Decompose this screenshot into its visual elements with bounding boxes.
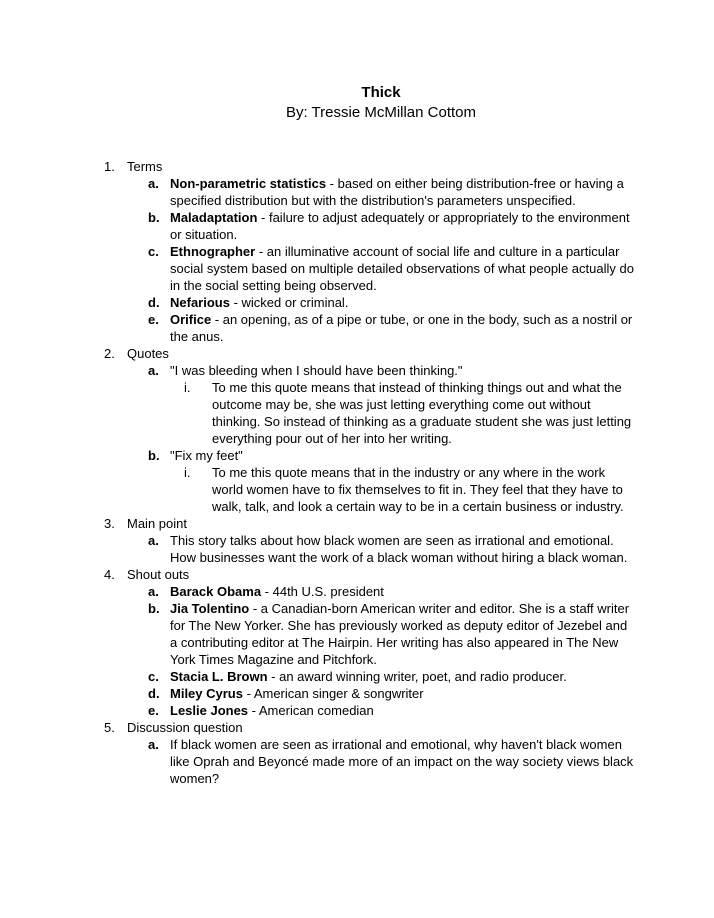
list-item xyxy=(0,362,714,379)
list-subitem xyxy=(0,379,714,447)
section-heading: Main point xyxy=(127,516,187,531)
person-name: Miley Cyrus xyxy=(170,686,243,701)
list-item xyxy=(0,447,714,464)
term-name: Non-parametric statistics xyxy=(170,176,327,191)
section-terms xyxy=(0,158,714,175)
section-heading: Quotes xyxy=(127,346,169,361)
term-definition: - an opening, as of a pipe or tube, or one in the body, such as a nostril or the anus. xyxy=(170,312,633,344)
term-definition: - an illuminative account of social life and culture in a particular social system based on multiple detailed observations of what people actually do in the social setting being observed. xyxy=(170,244,634,293)
item-letter: e. xyxy=(148,312,159,327)
item-letter: a. xyxy=(148,176,159,191)
section-number: 5. xyxy=(104,720,115,735)
section-quotes xyxy=(0,345,714,362)
item-letter: a. xyxy=(148,737,159,752)
person-name: Barack Obama xyxy=(170,584,262,599)
list-item xyxy=(0,685,714,702)
term-definition: - failure to adjust adequately or appropriately to the environment or situation. xyxy=(170,210,630,242)
term-name: Maladaptation xyxy=(170,210,258,225)
item-letter: a. xyxy=(148,584,159,599)
term-definition: - wicked or criminal. xyxy=(229,295,349,310)
item-letter: a. xyxy=(148,363,159,378)
section-main-point xyxy=(0,515,714,532)
outline-list xyxy=(0,158,714,787)
item-letter: c. xyxy=(148,669,159,684)
section-number: 3. xyxy=(104,516,115,531)
list-item xyxy=(0,736,714,787)
item-letter: e. xyxy=(148,703,159,718)
item-letter: b. xyxy=(148,210,160,225)
list-item xyxy=(0,600,714,668)
person-description: - 44th U.S. president xyxy=(261,584,384,599)
section-heading: Shout outs xyxy=(127,567,190,582)
subitem-numeral: i. xyxy=(184,465,191,480)
person-description: - a Canadian-born American writer and editor. She is a staff writer for The New Yorker. She has previously worked as deputy editor of Jezebel and a contributing editor at The Hairpin. Her writing has also appeared in The New York Times Magazine and Pitchfork. xyxy=(170,601,630,667)
person-description: - an award winning writer, poet, and radio producer. xyxy=(267,669,567,684)
list-item xyxy=(0,175,714,209)
subitem-numeral: i. xyxy=(184,380,191,395)
quote-text: "Fix my feet" xyxy=(170,448,243,463)
person-name: Jia Tolentino xyxy=(170,601,250,616)
list-item xyxy=(0,209,714,243)
section-number: 2. xyxy=(104,346,115,361)
list-item xyxy=(0,532,714,566)
quote-explanation: To me this quote means that instead of thinking things out and what the outcome may be, she was just letting everything come out without thinking. So instead of thinking as a graduate student she was just letting everything pour out of her into her writing. xyxy=(212,380,632,446)
list-subitem xyxy=(0,464,714,515)
list-item xyxy=(0,294,714,311)
section-shout-outs xyxy=(0,566,714,583)
list-item xyxy=(0,243,714,294)
person-name: Stacia L. Brown xyxy=(170,669,268,684)
item-letter: c. xyxy=(148,244,159,259)
main-point-text: This story talks about how black women are seen as irrational and emotional. How businesses want the work of a black woman without hiring a black woman. xyxy=(170,533,628,565)
section-discussion-question xyxy=(0,719,714,736)
list-item xyxy=(0,311,714,345)
list-item xyxy=(0,702,714,719)
section-heading: Terms xyxy=(127,159,163,174)
section-number: 1. xyxy=(104,159,115,174)
section-number: 4. xyxy=(104,567,115,582)
list-item xyxy=(0,668,714,685)
document-title: Thick xyxy=(361,84,401,101)
section-heading: Discussion question xyxy=(127,720,243,735)
person-description: - American singer & songwriter xyxy=(242,686,424,701)
term-definition: - based on either being distribution-free or having a specified distribution but with the distribution's parameters unspecified. xyxy=(170,176,624,208)
item-letter: d. xyxy=(148,295,160,310)
term-name: Nefarious xyxy=(170,295,230,310)
item-letter: a. xyxy=(148,533,159,548)
person-description: - American comedian xyxy=(248,703,374,718)
term-name: Orifice xyxy=(170,312,212,327)
item-letter: b. xyxy=(148,448,160,463)
term-name: Ethnographer xyxy=(170,244,256,259)
person-name: Leslie Jones xyxy=(170,703,249,718)
list-item xyxy=(0,583,714,600)
document-byline: By: Tressie McMillan Cottom xyxy=(285,104,477,121)
item-letter: b. xyxy=(148,601,160,616)
discussion-question-text: If black women are seen as irrational and emotional, why haven't black women like Oprah and Beyoncé made more of an impact on the way society views black women? xyxy=(170,737,634,786)
quote-explanation: To me this quote means that in the industry or any where in the work world women have to fix themselves to fit in. They feel that they have to walk, talk, and look a certain way to be in a certain business or industry. xyxy=(212,465,624,514)
quote-text: "I was bleeding when I should have been thinking." xyxy=(170,363,463,378)
item-letter: d. xyxy=(148,686,160,701)
